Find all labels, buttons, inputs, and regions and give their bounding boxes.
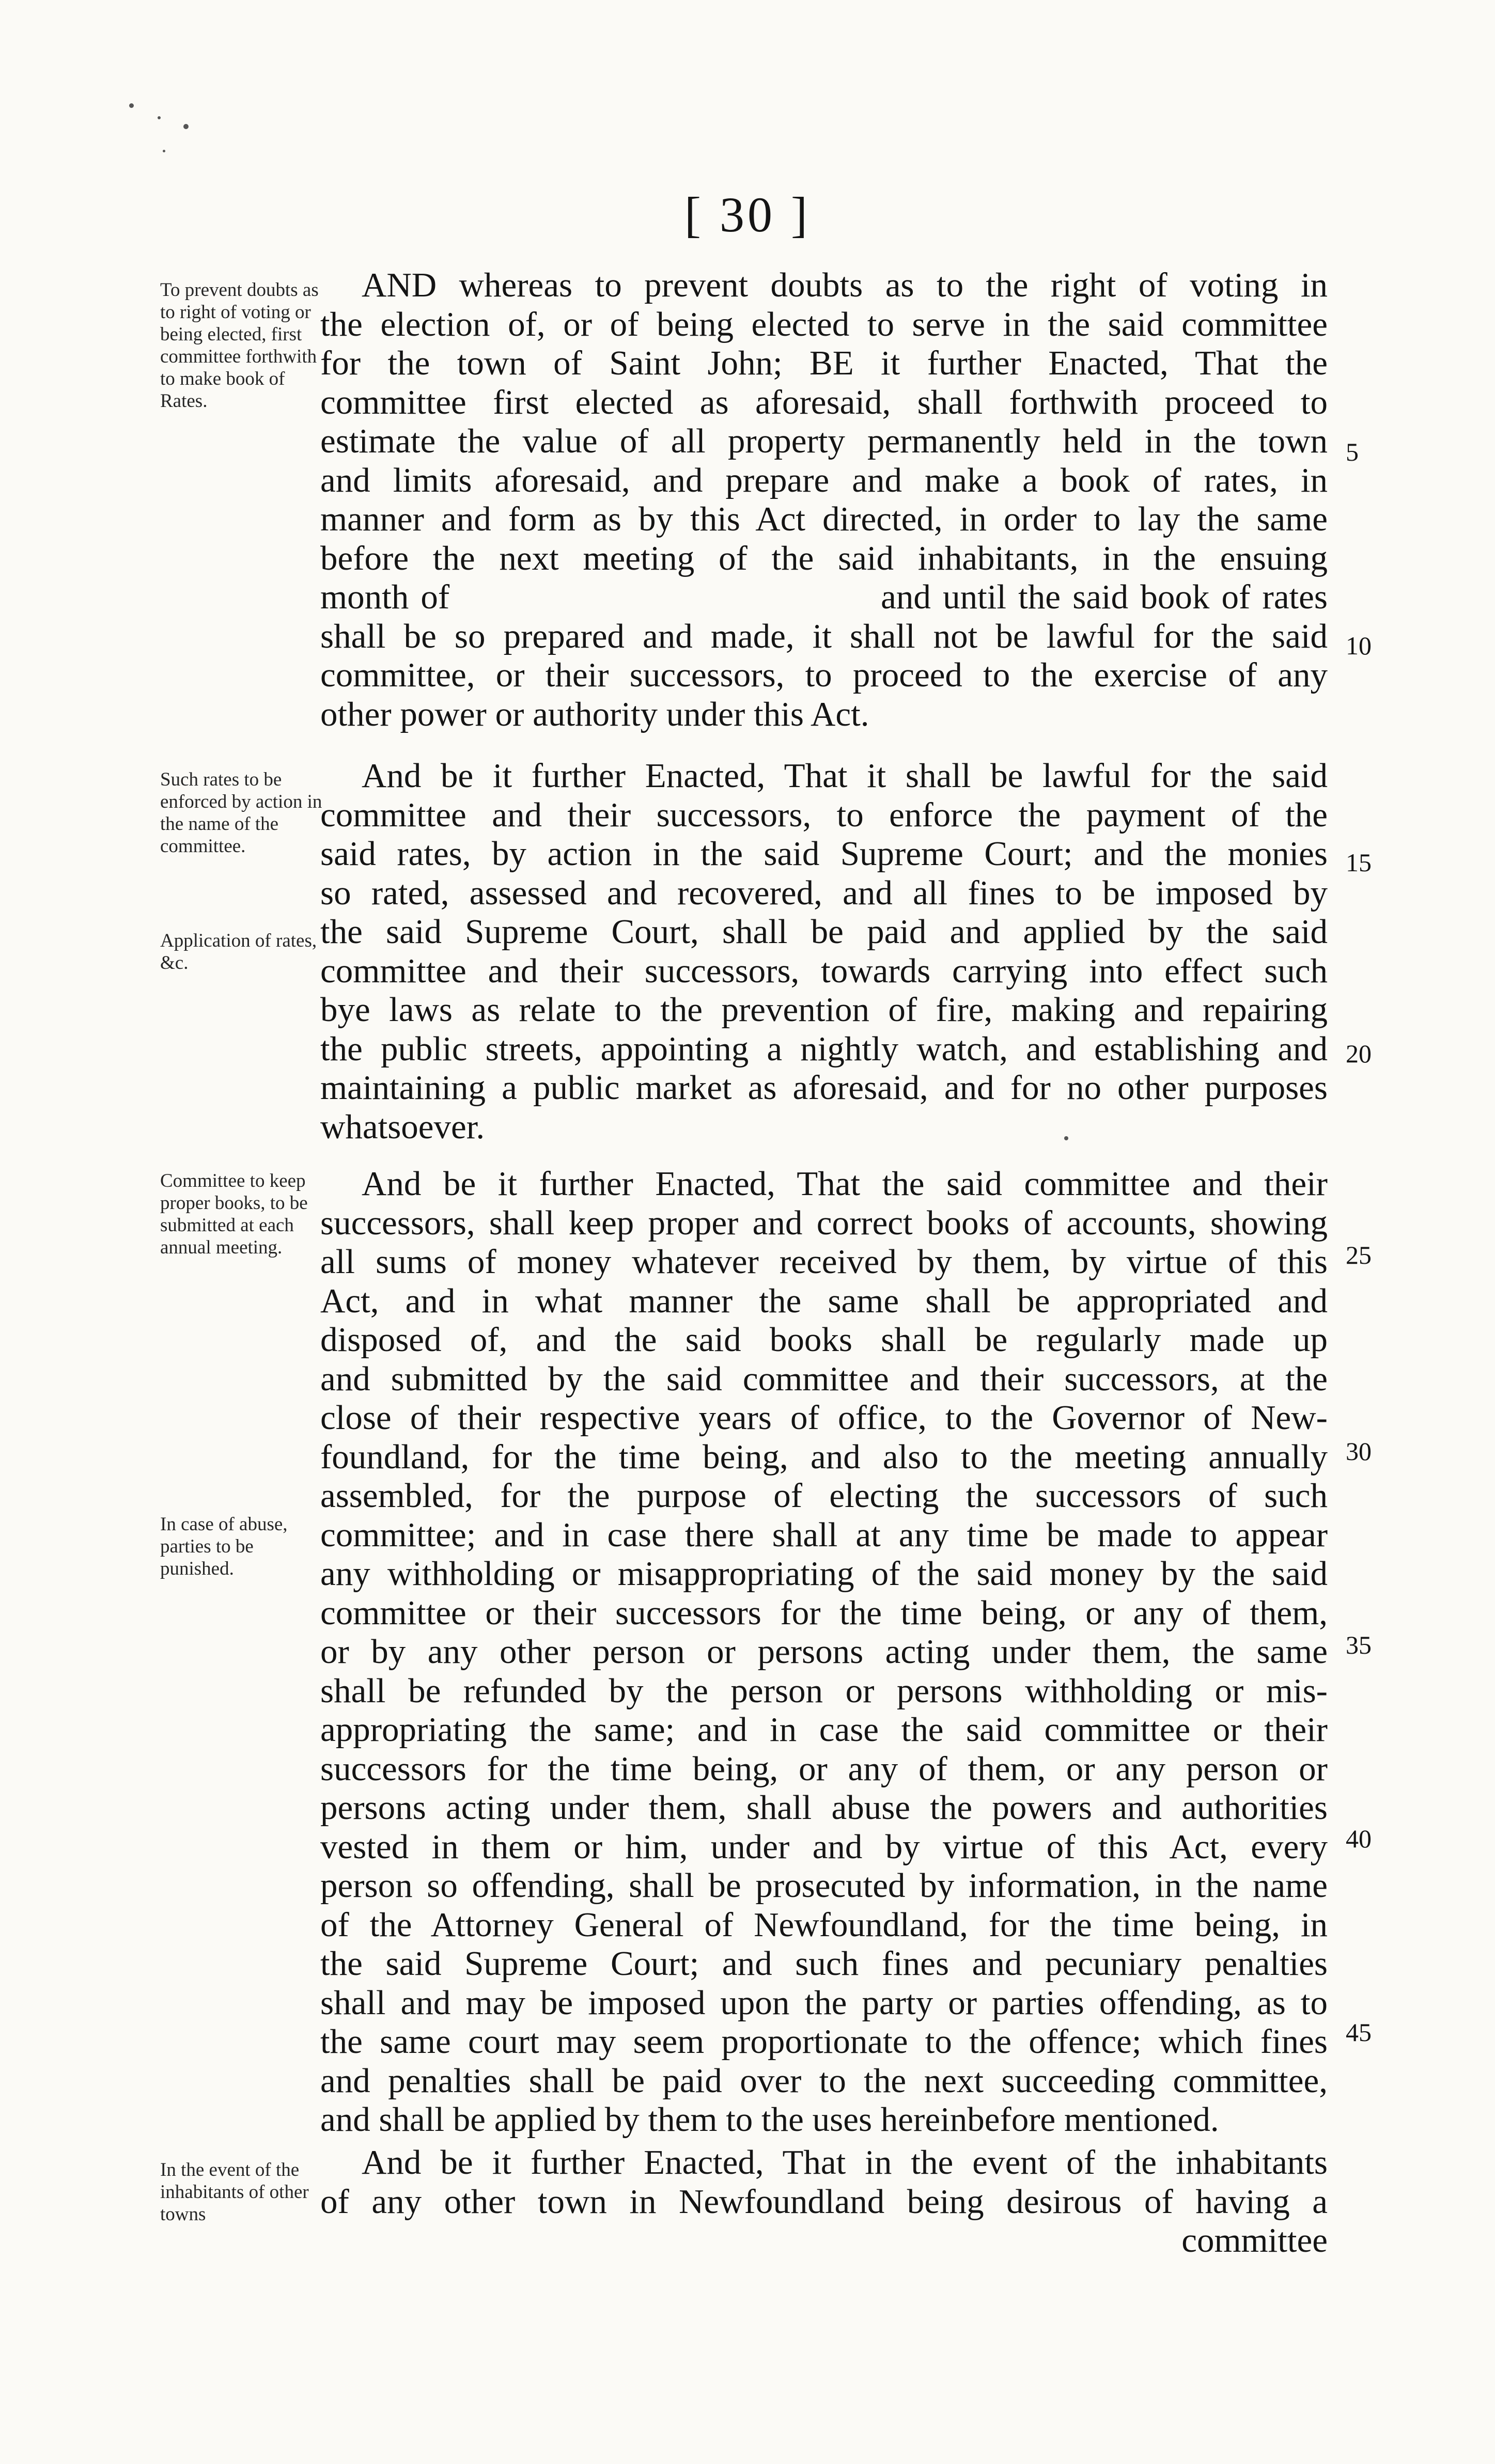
paper-speck xyxy=(129,103,134,108)
text-line: AND whereas to prevent doubts as to the right of voting in xyxy=(362,266,1328,304)
text-line: bye laws as relate to the prevention of fire, making and repairing xyxy=(320,991,1328,1029)
margin-note-prevent-doubts: To prevent doubts as to right of voting or being elected, first committee forthwith to make book of Rates. xyxy=(160,279,319,412)
line-number: 25 xyxy=(1346,1241,1372,1269)
text-line: month of and until the said book of rates xyxy=(320,578,1328,616)
text-line: and penalties shall be paid over to the next succeeding committee, xyxy=(320,2061,1328,2100)
text-line: before the next meeting of the said inhabitants, in the ensuing xyxy=(320,539,1328,577)
text-line: any withholding or misappropriating of the said money by the said xyxy=(320,1555,1328,1593)
page-number: [ 30 ] xyxy=(684,187,811,242)
text-line: committee and their successors, to enforce the payment of the xyxy=(320,795,1328,834)
text-line: the same court may seem proportionate to the offence; which fines xyxy=(320,2022,1328,2061)
text-line: said rates, by action in the said Supreme Court; and the monies xyxy=(320,835,1328,873)
text-line: committee; and in case there shall at any time be made to appear xyxy=(320,1515,1328,1554)
text-line: committee, or their successors, to proceed to the exercise of any xyxy=(320,656,1328,694)
paragraph-4 xyxy=(320,2143,1328,2261)
text-line: shall be so prepared and made, it shall not be lawful for the said xyxy=(320,617,1328,655)
text-line: disposed of, and the said books shall be regularly made up xyxy=(320,1321,1328,1359)
text-line: Act, and in what manner the same shall be appropriated and xyxy=(320,1281,1328,1320)
text-line: the said Supreme Court; and such fines and pecuniary penalties xyxy=(320,1944,1328,1983)
text-line: And be it further Enacted, That it shall be lawful for the said xyxy=(362,757,1328,795)
text-line: committee or their successors for the time being, or any of them, xyxy=(320,1593,1328,1632)
line-number: 20 xyxy=(1346,1039,1372,1068)
paper-speck xyxy=(1064,1136,1068,1140)
paper-speck xyxy=(183,124,189,129)
text-line: manner and form as by this Act directed, in order to lay the same xyxy=(320,500,1328,538)
text-line: And be it further Enacted, That the said committee and their xyxy=(362,1165,1328,1203)
text-line: foundland, for the time being, and also to the meeting annually xyxy=(320,1437,1328,1476)
margin-note-other-towns: In the event of the inhabitants of other towns xyxy=(160,2159,309,2225)
text-line: committee and their successors, towards carrying into effect such xyxy=(320,951,1328,990)
text-line: all sums of money whatever received by them, by virtue of this xyxy=(320,1243,1328,1281)
line-number: 5 xyxy=(1346,437,1359,466)
text-line: successors for the time being, or any of them, or any person or xyxy=(320,1749,1328,1788)
text-line: so rated, assessed and recovered, and all fines to be imposed by xyxy=(320,873,1328,912)
text-line: shall and may be imposed upon the party or parties offending, as to xyxy=(320,1983,1328,2022)
paragraph-1 xyxy=(320,266,1328,734)
line-number: 30 xyxy=(1346,1437,1372,1466)
text-line: of the Attorney General of Newfoundland, for the time being, in xyxy=(320,1905,1328,1944)
text-line: assembled, for the purpose of electing the successors of such xyxy=(320,1477,1328,1515)
paper-speck xyxy=(158,116,161,119)
text-line: the said Supreme Court, shall be paid and applied by the said xyxy=(320,913,1328,951)
text-line: vested in them or him, under and by virtue of this Act, every xyxy=(320,1827,1328,1866)
paragraph-2 xyxy=(320,757,1328,1147)
text-line: person so offending, shall be prosecuted by information, in the name xyxy=(320,1866,1328,1905)
margin-note-abuse: In case of abuse, parties to be punished. xyxy=(160,1514,288,1579)
text-line: committee first elected as aforesaid, shall forthwith proceed to xyxy=(320,383,1328,421)
text-line: the election of, or of being elected to serve in the said committee xyxy=(320,305,1328,343)
text-line: of any other town in Newfoundland being desirous of having a xyxy=(320,2182,1328,2221)
text-line: successors, shall keep proper and correct books of accounts, showing xyxy=(320,1203,1328,1242)
margin-note-rates-enforced: Such rates to be enforced by action in the name of the committee. xyxy=(160,769,322,857)
text-line: appropriating the same; and in case the said committee or their xyxy=(320,1710,1328,1749)
paper-speck xyxy=(163,150,165,152)
text-line: the public streets, appointing a nightly watch, and establishing and xyxy=(320,1029,1328,1068)
paragraph-3 xyxy=(320,1165,1328,2140)
line-number: 15 xyxy=(1346,848,1372,877)
margin-note-keep-books: Committee to keep proper books, to be submitted at each annual meeting. xyxy=(160,1170,308,1258)
text-line: and submitted by the said committee and their successors, at the xyxy=(320,1359,1328,1398)
text-line: and shall be applied by them to the uses hereinbefore mentioned. xyxy=(320,2100,1219,2139)
line-number: 45 xyxy=(1346,2018,1372,2047)
text-line: estimate the value of all property permanently held in the town xyxy=(320,422,1328,460)
text-line: whatsoever. xyxy=(320,1107,485,1146)
text-line: and limits aforesaid, and prepare and make a book of rates, in xyxy=(320,461,1328,499)
text-line: persons acting under them, shall abuse the powers and authorities xyxy=(320,1788,1328,1827)
catchword: committee xyxy=(1181,2221,1328,2259)
line-number: 40 xyxy=(1346,1824,1372,1853)
line-number: 10 xyxy=(1346,631,1372,660)
text-line: close of their respective years of office, to the Governor of New- xyxy=(320,1399,1328,1437)
line-number: 35 xyxy=(1346,1630,1372,1659)
text-line: And be it further Enacted, That in the event of the inhabitants xyxy=(362,2143,1328,2181)
text-line: maintaining a public market as aforesaid, and for no other purposes xyxy=(320,1069,1328,1107)
text-line: for the town of Saint John; BE it further Enacted, That the xyxy=(320,344,1328,382)
margin-note-application: Application of rates, &c. xyxy=(160,930,317,974)
text-line: shall be refunded by the person or persons withholding or mis- xyxy=(320,1671,1328,1710)
text-line: or by any other person or persons acting under them, the same xyxy=(320,1633,1328,1671)
text-line: other power or authority under this Act. xyxy=(320,695,869,733)
